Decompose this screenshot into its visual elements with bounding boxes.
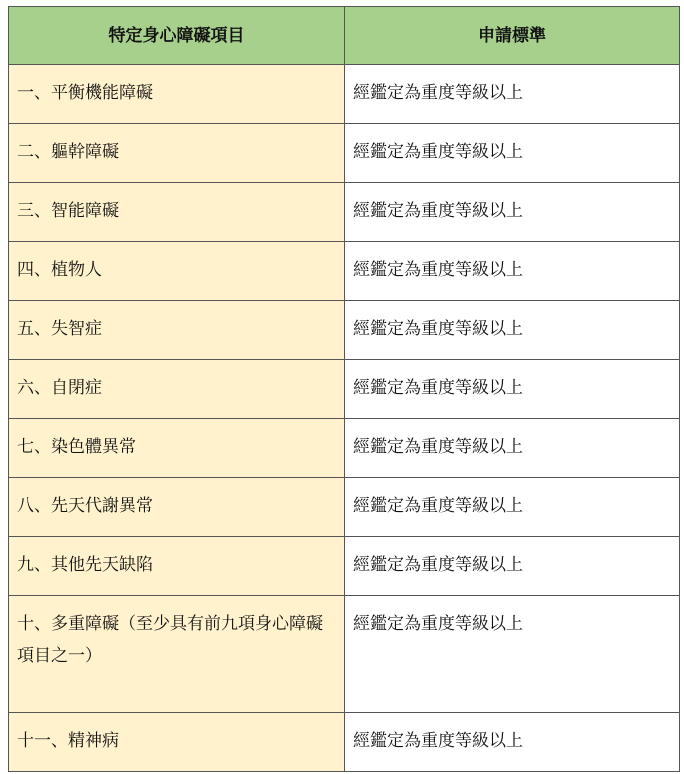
- table-row: [9, 183, 680, 242]
- header-standard-column: 申請標準: [345, 7, 680, 65]
- table-row: [9, 537, 680, 596]
- header-item-column: 特定身心障礙項目: [9, 7, 345, 65]
- item-cell: 四、植物人: [9, 242, 345, 301]
- table-row: [9, 419, 680, 478]
- table-row: [9, 596, 680, 713]
- item-cell: 六、自閉症: [9, 360, 345, 419]
- item-cell: 七、染色體異常: [9, 419, 345, 478]
- table-row: [9, 478, 680, 537]
- standard-cell: 經鑑定為重度等級以上: [345, 124, 680, 183]
- table-row: [9, 301, 680, 360]
- table-header-row: [9, 7, 680, 65]
- disability-criteria-table: [8, 6, 680, 772]
- standard-cell: 經鑑定為重度等級以上: [345, 596, 680, 713]
- standard-cell: 經鑑定為重度等級以上: [345, 713, 680, 772]
- table-row: [9, 124, 680, 183]
- standard-cell: 經鑑定為重度等級以上: [345, 183, 680, 242]
- item-cell: 十一、精神病: [9, 713, 345, 772]
- item-cell: 三、智能障礙: [9, 183, 345, 242]
- standard-cell: 經鑑定為重度等級以上: [345, 65, 680, 124]
- item-cell: 一、平衡機能障礙: [9, 65, 345, 124]
- standard-cell: 經鑑定為重度等級以上: [345, 360, 680, 419]
- item-cell: 二、軀幹障礙: [9, 124, 345, 183]
- standard-cell: 經鑑定為重度等級以上: [345, 242, 680, 301]
- standard-cell: 經鑑定為重度等級以上: [345, 419, 680, 478]
- item-cell: 八、先天代謝異常: [9, 478, 345, 537]
- standard-cell: 經鑑定為重度等級以上: [345, 478, 680, 537]
- standard-cell: 經鑑定為重度等級以上: [345, 537, 680, 596]
- standard-cell: 經鑑定為重度等級以上: [345, 301, 680, 360]
- table-row: [9, 242, 680, 301]
- table-row: [9, 65, 680, 124]
- item-cell: 九、其他先天缺陷: [9, 537, 345, 596]
- item-cell: 十、多重障礙（至少具有前九項身心障礙項目之一）: [9, 596, 345, 713]
- item-cell: 五、失智症: [9, 301, 345, 360]
- table-row: [9, 360, 680, 419]
- table-row: [9, 713, 680, 772]
